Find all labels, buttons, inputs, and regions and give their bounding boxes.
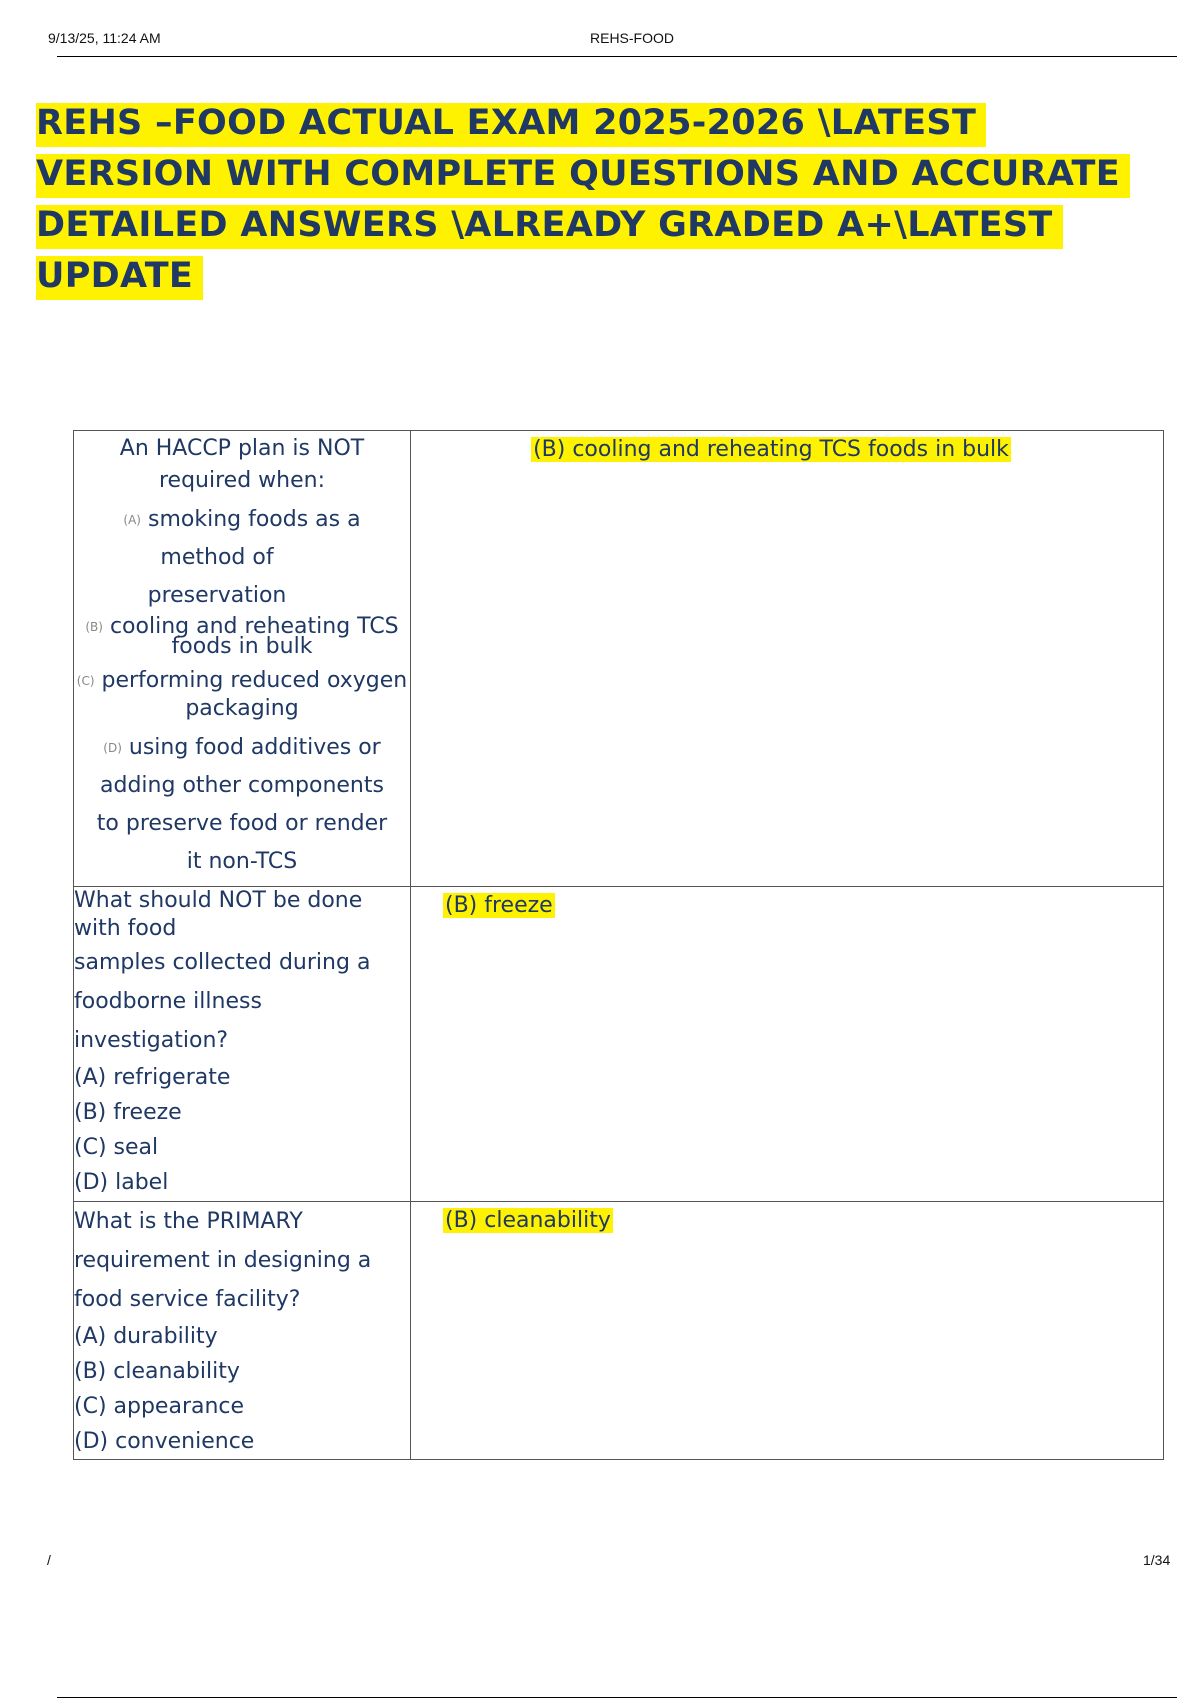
page-number: 1/34 bbox=[1143, 1552, 1171, 1568]
option-d-cont: to preserve food or render bbox=[96, 811, 388, 836]
question-line: with food bbox=[74, 916, 177, 941]
answer-highlight: (B) cooling and reheating TCS foods in bulk bbox=[533, 437, 1009, 462]
option-a-cont: method of bbox=[160, 545, 274, 570]
answer-highlight: (B) freeze bbox=[445, 893, 553, 918]
question-line: requirement in designing a bbox=[74, 1248, 372, 1273]
title-line: VERSION WITH COMPLETE QUESTIONS AND ACCURATE bbox=[36, 154, 1130, 198]
option-line: (A) refrigerate bbox=[74, 1065, 231, 1090]
option-d-cont: it non-TCS bbox=[186, 849, 298, 874]
option-b: (B) cooling and reheating TCS foods in bulk bbox=[85, 614, 399, 659]
question-line: food service facility? bbox=[74, 1287, 301, 1312]
answer-highlight: (B) cleanability bbox=[445, 1208, 611, 1233]
option-a: (A) smoking foods as a bbox=[123, 507, 361, 532]
document-title bbox=[36, 98, 1176, 302]
option-a-cont: preservation bbox=[147, 583, 287, 608]
question-cell bbox=[74, 1202, 411, 1460]
title-line: DETAILED ANSWERS \ALREADY GRADED A+\LATEST bbox=[36, 205, 1063, 249]
qa-table bbox=[73, 430, 1164, 1460]
question-line: What is the PRIMARY bbox=[74, 1209, 303, 1234]
header-divider bbox=[57, 56, 1177, 57]
question-line: foodborne illness bbox=[74, 989, 262, 1014]
option-line: (B) cleanability bbox=[74, 1359, 240, 1384]
table-row bbox=[74, 431, 1164, 887]
question-cell bbox=[74, 887, 411, 1202]
footer-mark: / bbox=[47, 1552, 51, 1568]
answer-cell bbox=[411, 431, 1164, 887]
question-line: investigation? bbox=[74, 1028, 229, 1053]
table-row bbox=[74, 1202, 1164, 1460]
footer-divider bbox=[57, 1697, 1177, 1698]
question-line: What should NOT be done bbox=[74, 888, 363, 913]
answer-cell bbox=[411, 887, 1164, 1202]
question-line: samples collected during a bbox=[74, 950, 371, 975]
option-line: (D) convenience bbox=[74, 1429, 255, 1454]
title-line: UPDATE bbox=[36, 256, 203, 300]
option-line: (C) appearance bbox=[74, 1394, 245, 1419]
title-line: REHS –FOOD ACTUAL EXAM 2025-2026 \LATEST bbox=[36, 103, 986, 147]
option-line: (D) label bbox=[74, 1170, 169, 1195]
question-stem: An HACCP plan is NOT required when: bbox=[119, 436, 365, 493]
option-line: (C) seal bbox=[74, 1135, 159, 1160]
print-page-title: REHS-FOOD bbox=[590, 30, 674, 46]
option-d: (D) using food additives or bbox=[103, 735, 381, 760]
answer-cell bbox=[411, 1202, 1164, 1460]
option-line: (A) durability bbox=[74, 1324, 218, 1349]
print-datetime: 9/13/25, 11:24 AM bbox=[48, 30, 161, 46]
option-d-cont: adding other components bbox=[100, 773, 384, 798]
table-row bbox=[74, 887, 1164, 1202]
option-line: (B) freeze bbox=[74, 1100, 182, 1125]
option-c: (C) performing reduced oxygen packaging bbox=[76, 668, 408, 721]
question-cell bbox=[74, 431, 411, 887]
